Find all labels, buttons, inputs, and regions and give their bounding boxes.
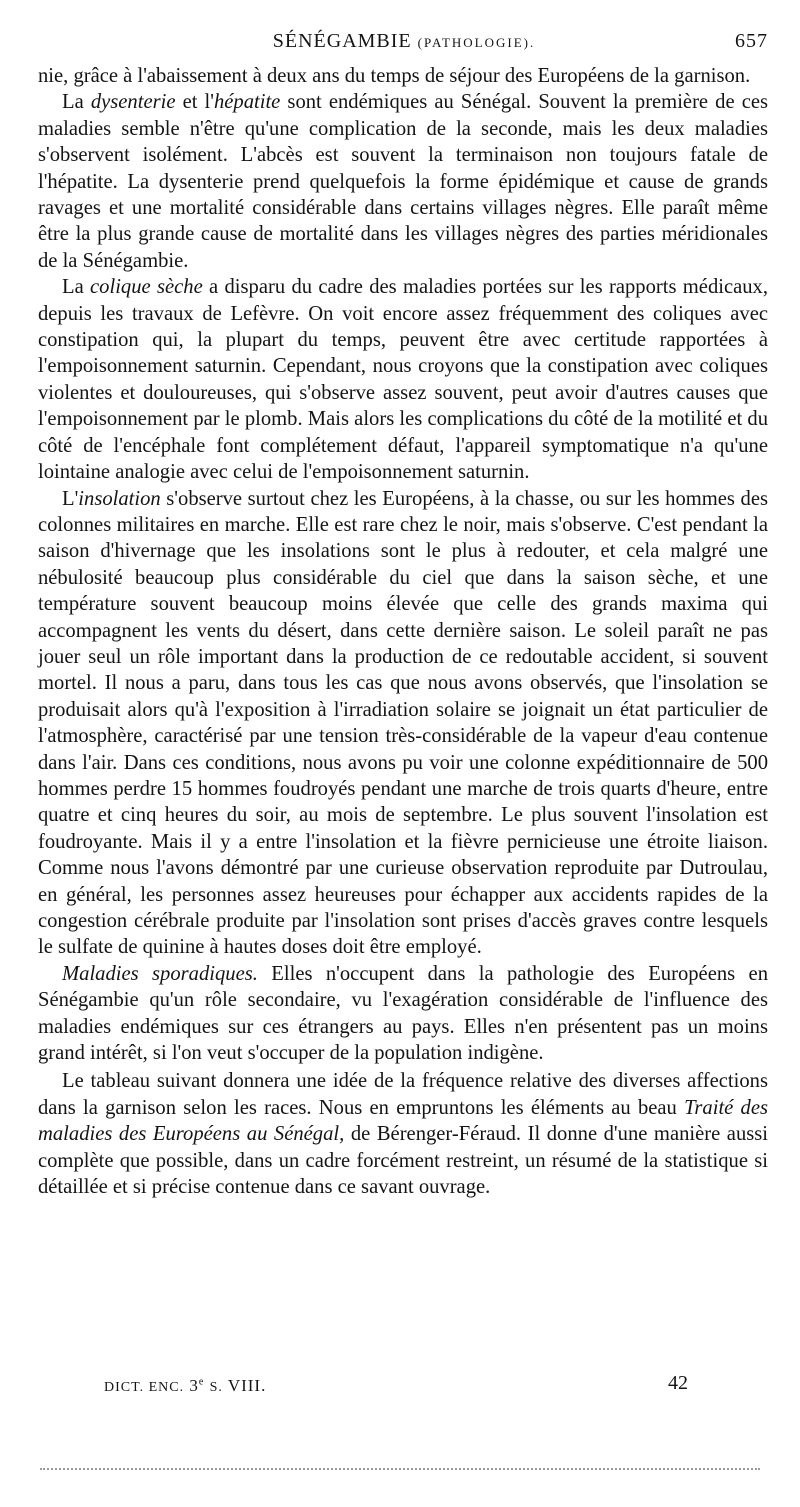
italic-term: dysenterie (90, 91, 176, 114)
running-title-main: SÉNÉGAMBIE (272, 30, 412, 52)
text-run: de Bérenger-Féraud. Il donne d'une manière aussi complète que possible, dans un cadre forcément restreint, un résumé de la statistique si détaillée et si précise contenue dans ce savant ouvrage. (38, 1123, 768, 1199)
sheet-number: 42 (668, 1372, 688, 1394)
text-run: La (62, 91, 91, 114)
section-heading-italic: Maladies sporadiques. (62, 962, 258, 985)
running-header (40, 30, 768, 60)
running-title-subtitle: (PATHOLOGIE). (417, 35, 536, 50)
paragraph-continuation (38, 63, 768, 89)
text-run: sont endémiques au Sénégal. Souvent la première de ces maladies semble n'être qu'une complication de la seconde, mais les deux maladies s'observent isolément. L'abcès est souvent la terminaison non toujours fatale de l'hépatite. La dysenterie prend quelquefois la forme épidémique et cause de grands ravages et une mortalité considérable dans certains villages nègres. Elle paraît même être la plus grande cause de mortalité dans les villages nègres des parties méridionales de la Sénégambie. (38, 91, 769, 272)
signature-series-sup: e (198, 1376, 205, 1388)
paragraph-dysenterie (38, 89, 768, 274)
text-run: nie, grâce à l'abaissement à deux ans du temps de séjour des Européens de la garnison. (38, 65, 751, 87)
book-title: Traité des maladies des Européens au Sénégal, (38, 1096, 769, 1146)
paragraph-maladies-sporadiques (38, 961, 768, 1067)
italic-term: colique sèche (90, 276, 203, 299)
bottom-dotted-rule (40, 1468, 760, 1470)
text-run: a disparu du cadre des maladies portées sur les rapports médicaux, depuis les travaux de Lefèvre. On voit encore assez fréquemment des coliques avec constipation qui, la plupart du temps, peuvent être avec certitude rapportées à l'empoisonnement saturnin. Cependant, nous croyons que la constipation avec coliques violentes et douloureuses, qui s'observe assez souvent, peut avoir d'autres causes que l'empoisonnement par le plomb. Mais alors les complications du côté de la motilité et du côté de l'encéphale font complétement défaut, l'appareil symptomatique n'a qu'une lointaine analogie avec celui de l'empoisonnement saturnin. (38, 276, 768, 484)
running-title (40, 30, 768, 53)
italic-term: insolation (78, 487, 161, 510)
signature-series: 3 (189, 1376, 199, 1395)
body-text (38, 63, 768, 1200)
paragraph-insolation (38, 486, 768, 961)
text-run: s'observe surtout chez les Européens, à la chasse, ou sur les hommes des colonnes militaires en marche. Elle est rare chez le noir, mais s'observe. C'est pendant la saison d'hivernage que les insolations sont le plus à redouter, et cela malgré une nébulosité beaucoup plus considérable du ciel que dans la saison sèche, et une température souvent beaucoup moins élevée que celle des grands maxima qui accompagnent les vents du désert, dans cette dernière saison. Le soleil paraît ne pas jouer seul un rôle important dans la production de ce redoutable accident, si souvent mortel. Il nous a paru, dans tous les cas que nous avons observés, que l'insolation se produisait alors qu'à l'exposition à l'irradiation solaire se joignait un état particulier de l'atmosphère, caractérisé par une tension très-considérable de la vapeur d'eau contenue dans l'air. Dans ces conditions, nous avons pu voir une colonne expéditionnaire de 500 hommes perdre 15 hommes foudroyés pendant une marche de trois quarts d'heure, entre quatre et cinq heures du soir, au mois de septembre. Le plus souvent l'insolation est foudroyante. Mais il y a entre l'insolation et la fièvre pernicieuse une étroite liaison. Comme nous l'avons démontré par une curieuse observation reproduite par Dutroulau, en général, les personnes assez heureuses pour échapper aux accidents rapides de la congestion cérébrale produite par l'insolation sont prises d'accès graves contre lesquels le sulfate de quinine à hautes doses doit être employé. (38, 487, 768, 959)
signature-volume: VIII. (227, 1376, 267, 1395)
paragraph-colique (38, 274, 768, 485)
signature-mark (104, 1376, 266, 1396)
text-run: L' (62, 487, 79, 510)
signature-series-s: S. (209, 1380, 223, 1395)
text-run: La (62, 276, 91, 299)
text-run: Le tableau suivant donnera une idée de la fréquence relative des diverses affections dans la garnison selon les races. Nous en empruntons les éléments au beau (38, 1070, 768, 1119)
text-run: Elles n'occupent dans la pathologie des Européens en Sénégambie qu'un rôle secondaire, vu l'exagération considérable de l'influence des maladies endémiques sur ces étrangers au pays. Elles n'en présentent pas un moins grand intérêt, si l'on veut s'occuper de la population indigène. (38, 962, 768, 1065)
page-number: 657 (735, 30, 768, 52)
paragraph-tableau (38, 1068, 768, 1200)
italic-term: hépatite (213, 91, 281, 114)
text-run: et l' (175, 91, 214, 114)
signature-main: DICT. ENC. (104, 1380, 185, 1395)
signature-footer (104, 1372, 694, 1402)
